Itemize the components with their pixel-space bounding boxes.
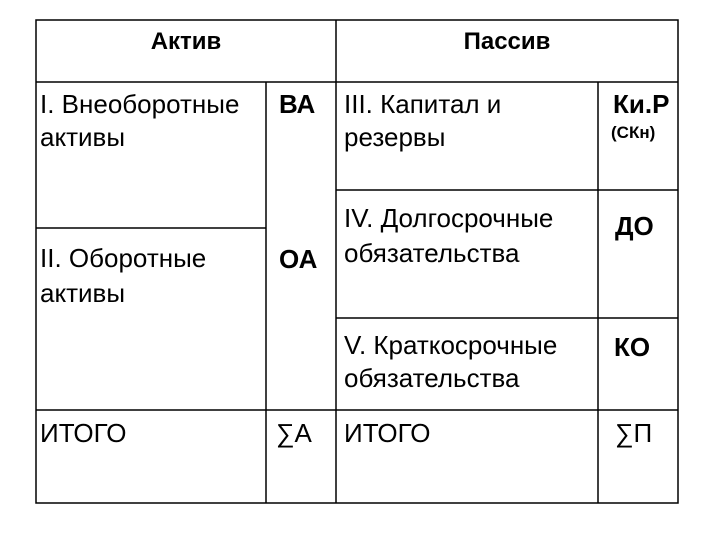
current-assets-label-line1: II. Оборотные (40, 243, 207, 273)
short-term-liabilities-code: КО (614, 332, 651, 362)
noncurrent-assets-label-line2: активы (40, 122, 126, 152)
assets-total-label: ИТОГО (40, 418, 127, 448)
assets-header: Актив (150, 28, 222, 55)
liabilities-header: Пассив (463, 28, 551, 55)
capital-reserves-code: Ки.Р (613, 89, 670, 119)
capital-reserves-subcode: (СКн) (611, 123, 656, 142)
capital-reserves-label-line2: резервы (344, 122, 446, 152)
liabilities-total-label: ИТОГО (344, 418, 431, 448)
long-term-liabilities-label-line1: IV. Долгосрочные (344, 203, 554, 233)
current-assets-code: ОА (279, 244, 318, 274)
capital-reserves-label-line1: III. Капитал и (344, 89, 502, 119)
current-assets-label-line2: активы (40, 278, 126, 308)
long-term-liabilities-code: ДО (615, 211, 654, 241)
long-term-liabilities-label-line2: обязательства (344, 238, 520, 268)
short-term-liabilities-label-line2: обязательства (344, 363, 520, 393)
liabilities-total-code: ∑П (615, 418, 653, 448)
short-term-liabilities-label-line1: V. Краткосрочные (344, 330, 558, 360)
noncurrent-assets-label-line1: I. Внеоборотные (40, 89, 240, 119)
noncurrent-assets-code: ВА (279, 89, 316, 119)
assets-total-code: ∑А (276, 418, 312, 448)
